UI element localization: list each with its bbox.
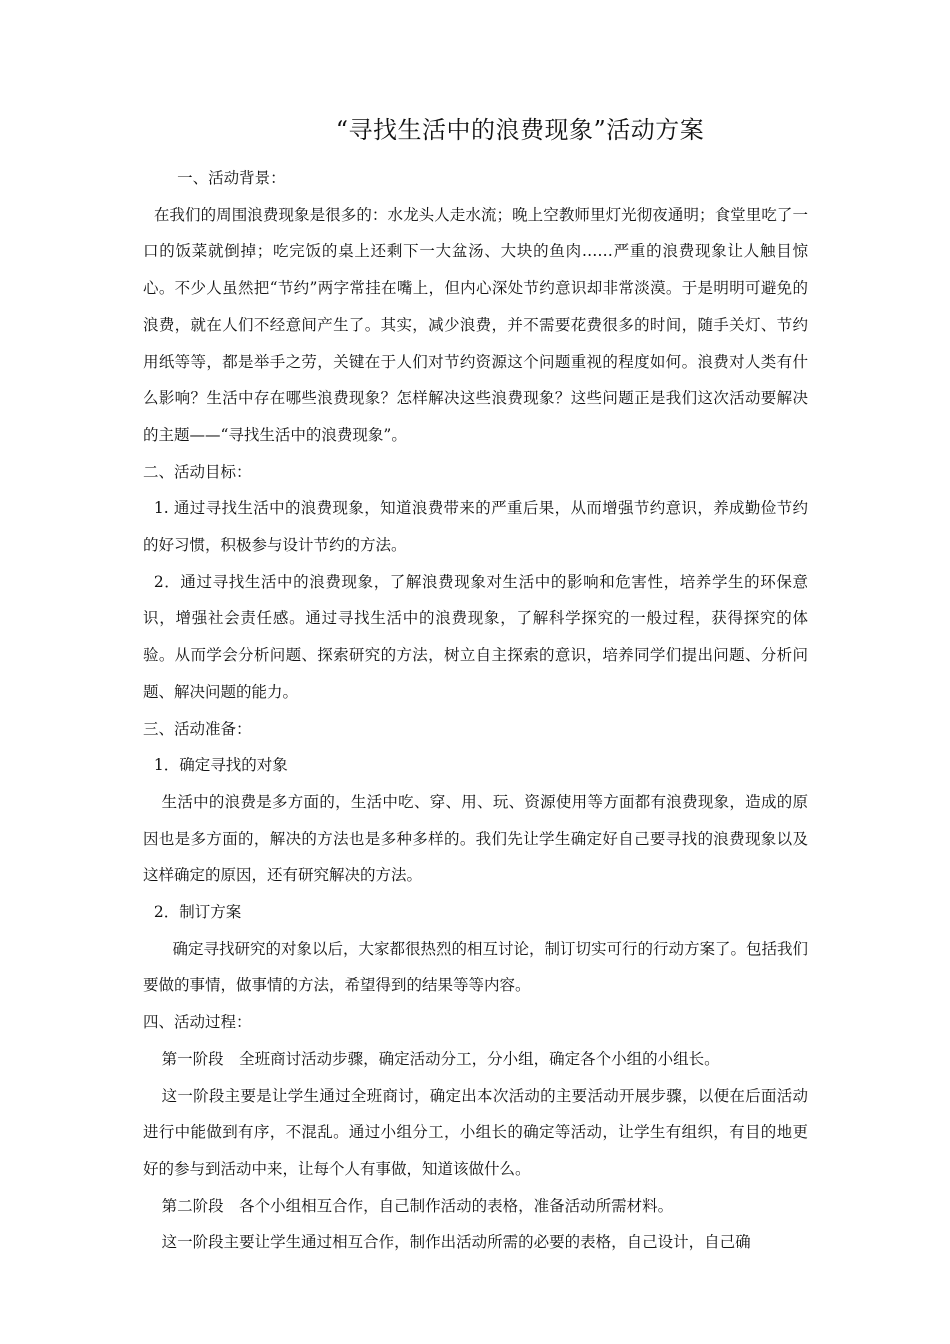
section-heading-background: 一、活动背景：	[177, 169, 286, 187]
paragraph-stage-2-detail: 这一阶段主要让学生通过相互合作，制作出活动所需的必要的表格，自己设计，自己确	[161, 1233, 751, 1252]
paragraph-make-plan: 确定寻找研究的对象以后，大家都很热烈的相互讨论，制订切实可行的行动方案了。包括我们要做的事情，做事情的方法，希望得到的结果等等内容。	[143, 939, 808, 995]
subheading-make-plan: 2．制订方案	[153, 903, 242, 922]
paragraph-stage-2: 第二阶段 各个小组相互合作，自己制作活动的表格，准备活动所需材料。	[161, 1196, 674, 1215]
paragraph-stage-1-detail: 这一阶段主要是让学生通过全班商讨，确定出本次活动的主要活动开展步骤，以便在后面活动进行中能做到有序，不混乱。通过小组分工，小组长的确定等活动，让学生有组织，有目的地更好的参与到活动中来，让每个人有事做，知道该做什么。	[143, 1086, 808, 1178]
paragraph-goal-1: 1. 通过寻找生活中的浪费现象，知道浪费带来的严重后果，从而增强节约意识，养成勤俭节约的好习惯，积极参与设计节约的方法。	[143, 499, 808, 555]
paragraph-goal-2: 2．通过寻找生活中的浪费现象，了解浪费现象对生活中的影响和危害性，培养学生的环保意识，增强社会责任感。通过寻找生活中的浪费现象，了解科学探究的一般过程，获得探究的体验。从而学会分析问题、探索研究的方法，树立自主探索的意识，培养同学们提出问题、分析问题、解决问题的能力。	[143, 572, 808, 701]
document-title: “寻找生活中的浪费现象”活动方案	[335, 116, 705, 144]
subheading-determine-target: 1．确定寻找的对象	[153, 756, 288, 775]
document-body	[143, 160, 808, 1261]
section-heading-preparation: 三、活动准备：	[143, 719, 252, 738]
section-heading-process: 四、活动过程：	[143, 1013, 252, 1032]
section-heading-goals: 二、活动目标：	[143, 462, 252, 481]
paragraph-background: 在我们的周围浪费现象是很多的：水龙头人走水流；晚上空教师里灯光彻夜通明；食堂里吃了一口的饭菜就倒掉；吃完饭的桌上还剩下一大盆汤、大块的鱼肉……严重的浪费现象让人触目惊心。不少人虽然把“节约”两字常挂在嘴上，但内心深处节约意识却非常淡漠。于是明明可避免的浪费，就在人们不经意间产生了。其实，减少浪费，并不需要花费很多的时间，随手关灯、节约用纸等等，都是举手之劳，关键在于人们对节约资源这个问题重视的程度如何。浪费对人类有什么影响？生活中存在哪些浪费现象？怎样解决这些浪费现象？这些问题正是我们这次活动要解决的主题——“寻找生活中的浪费现象”。	[143, 205, 808, 444]
paragraph-determine-target: 生活中的浪费是多方面的，生活中吃、穿、用、玩、资源使用等方面都有浪费现象，造成的原因也是多方面的，解决的方法也是多种多样的。我们先让学生确定好自己要寻找的浪费现象以及这样确定的原因，还有研究解决的方法。	[143, 792, 808, 885]
paragraph-stage-1: 第一阶段 全班商讨活动步骤，确定活动分工，分小组，确定各个小组的小组长。	[161, 1049, 720, 1068]
